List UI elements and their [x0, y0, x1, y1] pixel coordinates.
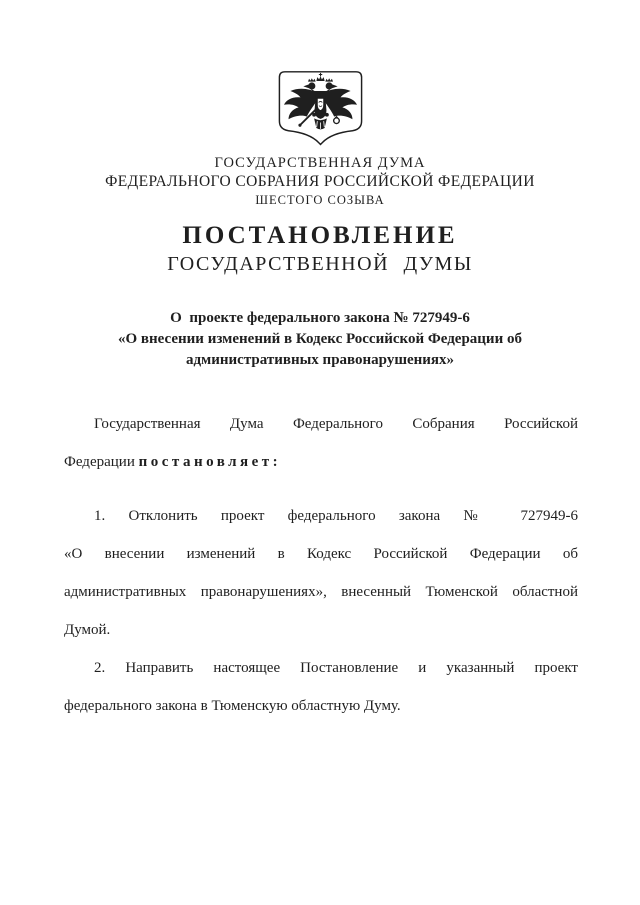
- subject-line-3: административных правонарушениях»: [185, 352, 455, 368]
- emblem-container: [0, 70, 640, 154]
- russia-coat-of-arms-icon: [272, 70, 369, 154]
- org-name-line-3: ШЕСТОГО СОЗЫВА: [255, 193, 385, 207]
- item-1-line-4: Думой.: [64, 622, 111, 638]
- intro-line-2-prefix: Федерации: [64, 454, 135, 470]
- resolution-item-1: [64, 497, 578, 649]
- letterhead: [0, 154, 640, 208]
- item-1-line-3: административных правонарушениях», внесенный Тюменской областной: [64, 584, 578, 600]
- org-name-line-2: ФЕДЕРАЛЬНОГО СОБРАНИЯ РОССИЙСКОЙ ФЕДЕРАЦИИ: [105, 173, 535, 190]
- intro-line-1: Государственная Дума Федерального Собрания Российской: [94, 416, 578, 432]
- item-1-line-1: 1. Отклонить проект федерального закона № 727949-6: [94, 508, 578, 524]
- document-title-line-2: ГОСУДАРСТВЕННОЙ ДУМЫ: [167, 253, 473, 275]
- resolution-subject: [70, 308, 570, 371]
- org-name-line-1: ГОСУДАРСТВЕННАЯ ДУМА: [214, 155, 426, 171]
- item-1-line-2: «О внесении изменений в Кодекс Российской Федерации об: [64, 546, 578, 562]
- item-2-line-2: федерального закона в Тюменскую областную Думу.: [64, 698, 401, 714]
- resolution-item-2: [64, 649, 578, 725]
- intro-paragraph: [64, 405, 578, 481]
- intro-line-2: [64, 443, 578, 481]
- document-title: [0, 221, 640, 277]
- item-2-line-1: 2. Направить настоящее Постановление и указанный проект: [94, 660, 578, 676]
- resolution-body: [64, 405, 578, 725]
- document-title-line-1: ПОСТАНОВЛЕНИЕ: [182, 222, 458, 249]
- subject-line-1: О проекте федерального закона № 727949-6: [170, 310, 470, 326]
- subject-line-2: «О внесении изменений в Кодекс Российской Федерации об: [118, 331, 522, 347]
- decree-verb: постановляет:: [138, 454, 282, 470]
